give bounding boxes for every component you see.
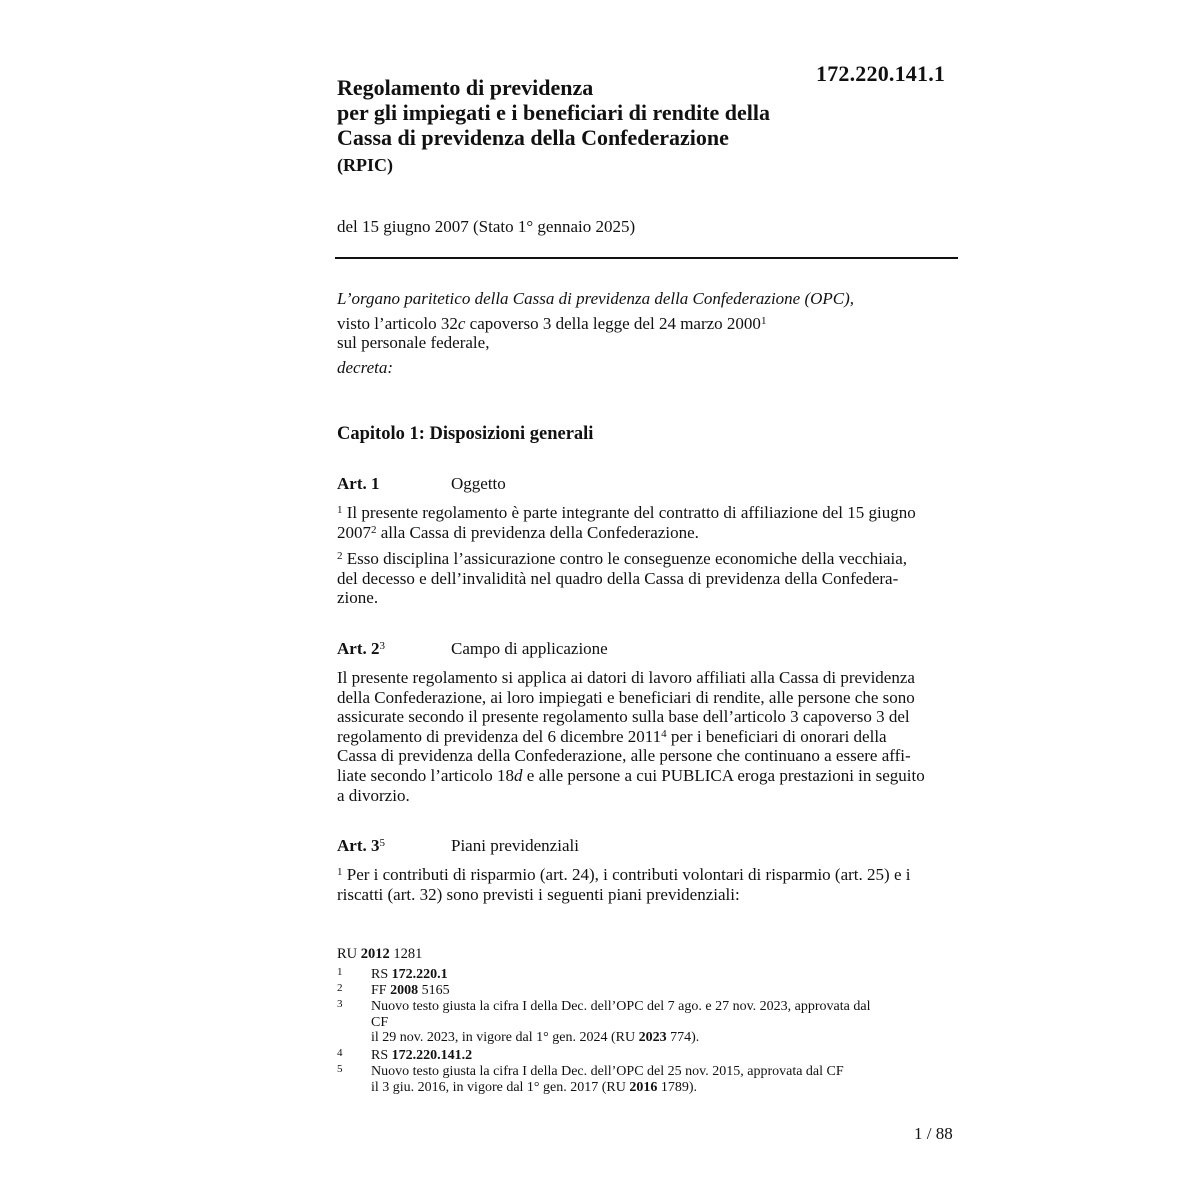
paragraph-text: 2007 xyxy=(337,522,371,542)
footnote-line: CF xyxy=(371,1014,389,1030)
paragraph-line xyxy=(337,727,954,747)
document-abbreviation: (RPIC) xyxy=(337,155,393,175)
title-line: Regolamento di previdenza xyxy=(337,75,594,100)
footnote-ref[interactable]: 4 xyxy=(661,727,667,740)
paragraph-text: liate secondo l’articolo 18 xyxy=(337,765,515,785)
paragraph-text: Per i contributi di risparmio (art. 24), i contributi volontari di risparmio (art. 25) e i xyxy=(342,865,911,884)
footnote-bold: 2008 xyxy=(390,983,419,998)
paragraph-text: regolamento di previdenza del 6 dicembre 2011 xyxy=(337,726,662,746)
paragraph-mark: 1 xyxy=(337,504,343,516)
footnote-text xyxy=(371,1064,956,1095)
article-paragraph xyxy=(337,865,954,904)
document-title xyxy=(337,75,937,150)
article-paragraph xyxy=(337,503,954,542)
footnote-line xyxy=(371,1030,956,1046)
paragraph-line: riscatti (art. 32) sono previsti i seguenti piani previdenziali: xyxy=(337,884,740,904)
paragraph-line: Il presente regolamento si applica ai datori di lavoro affiliati alla Cassa di previdenza xyxy=(337,668,915,687)
title-line: Cassa di previdenza della Confederazione xyxy=(337,125,729,150)
footnote-bold: 172.220.141.2 xyxy=(391,1048,473,1063)
paragraph-mark: 2 xyxy=(337,550,343,562)
article-paragraph xyxy=(337,668,954,805)
article-title: Piani previdenziali xyxy=(451,836,579,855)
page-number: 1 / 88 xyxy=(914,1124,953,1143)
chapter-heading: Capitolo 1: Disposizioni generali xyxy=(337,424,594,444)
rs-number: 172.220.141.1 xyxy=(816,61,946,86)
paragraph-line: zione. xyxy=(337,588,379,608)
paragraph-text: Il presente regolamento è parte integrante del contratto di affiliazione del 15 giugno xyxy=(342,503,916,522)
preamble-visto-text: visto l’articolo 32 xyxy=(337,313,458,333)
footnote-number: 2 xyxy=(337,982,343,994)
footnote-text-part: FF xyxy=(371,983,391,998)
title-line: per gli impiegati e i beneficiari di rendite della xyxy=(337,100,771,125)
article-number: Art. 3 xyxy=(337,836,380,855)
footnote-ref[interactable]: 2 xyxy=(371,523,377,536)
article-number: Art. 2 xyxy=(337,639,380,658)
paragraph-line xyxy=(337,503,954,523)
footnote-bold: 2023 xyxy=(638,1030,667,1045)
article-heading xyxy=(337,639,385,659)
paragraph-line: assicurate secondo il presente regolamento sulla base dell’articolo 3 capoverso 3 del xyxy=(337,707,910,727)
paragraph-line: del decesso e dell’invalidità nel quadro della Cassa di previdenza della Confedera- xyxy=(337,568,899,588)
footnote-line: Nuovo testo giusta la cifra I della Dec. dell’OPC del 7 ago. e 27 nov. 2023, approvata dal xyxy=(371,999,871,1014)
footnote-text-part: 774). xyxy=(666,1030,700,1045)
footnote-ru xyxy=(337,946,422,963)
footnote-text-part: il 3 giu. 2016, in vigore dal 1° gen. 2017 (RU xyxy=(371,1079,630,1095)
preamble xyxy=(337,289,957,377)
footnote-number: 5 xyxy=(337,1063,343,1075)
footnote-bold: 2012 xyxy=(360,946,390,962)
footnote-ref[interactable]: 3 xyxy=(379,640,385,652)
preamble-decreta: decreta: xyxy=(337,357,394,377)
preamble-visto-letter: c xyxy=(457,313,466,333)
footnote-text xyxy=(371,983,956,999)
article-heading xyxy=(337,474,379,494)
article-paragraph xyxy=(337,549,954,608)
footnote-text: 1281 xyxy=(389,946,423,962)
footnote-ref[interactable]: 5 xyxy=(379,837,385,849)
preamble-visto-line2: sul personale federale, xyxy=(337,333,490,352)
paragraph-line xyxy=(337,523,954,543)
document-date: del 15 giugno 2007 (Stato 1° gennaio 2025) xyxy=(337,217,636,236)
article-heading xyxy=(337,836,385,856)
footnote-text xyxy=(371,1048,956,1064)
paragraph-line: a divorzio. xyxy=(337,785,410,805)
preamble-visto-text: capoverso 3 della legge del 24 marzo 2000 xyxy=(465,313,761,333)
footnote-number: 3 xyxy=(337,998,343,1010)
paragraph-text: alla Cassa di previdenza della Confederazione. xyxy=(376,522,699,542)
footnote-ref[interactable]: 1 xyxy=(760,314,767,327)
article-title: Oggetto xyxy=(451,474,506,493)
footnote-bold: 2016 xyxy=(629,1079,658,1095)
paragraph-line: Cassa di previdenza della Confederazione, alle persone che continuano a essere affi- xyxy=(337,746,911,766)
article-title: Campo di applicazione xyxy=(451,639,608,658)
paragraph-text: e alle persone a cui PUBLICA eroga prestazioni in seguito xyxy=(522,765,925,785)
footnote-bold: 172.220.1 xyxy=(391,967,448,982)
footnote-text: RU xyxy=(337,946,361,962)
paragraph-line xyxy=(337,766,954,786)
footnote-text-part: 1789). xyxy=(657,1079,698,1095)
article-number: Art. 1 xyxy=(337,474,380,493)
preamble-organ: L’organo paritetico della Cassa di previdenza della Confederazione (OPC), xyxy=(337,289,855,308)
footnote-text-part: RS xyxy=(371,967,392,982)
footnote-number: 1 xyxy=(337,966,343,978)
paragraph-mark: 1 xyxy=(337,866,343,878)
footnote-line: Nuovo testo giusta la cifra I della Dec. dell’OPC del 25 nov. 2015, approvata dal CF xyxy=(371,1064,844,1079)
paragraph-line xyxy=(337,865,954,885)
paragraph-text-italic: d xyxy=(514,765,523,785)
paragraph-text: Esso disciplina l’assicurazione contro le conseguenze economiche della vecchiaia, xyxy=(342,549,908,568)
preamble-visto xyxy=(337,314,957,334)
footnote-text xyxy=(371,999,956,1046)
header-divider xyxy=(335,257,958,259)
footnote-text xyxy=(371,967,956,983)
paragraph-line: della Confederazione, ai loro impiegati e beneficiari di rendite, alle persone che sono xyxy=(337,687,915,707)
footnote-text-part: 5165 xyxy=(418,983,450,998)
footnote-line xyxy=(371,1080,956,1096)
footnote-text-part: il 29 nov. 2023, in vigore dal 1° gen. 2024 (RU xyxy=(371,1030,639,1045)
paragraph-text: per i beneficiari di onorari della xyxy=(666,726,887,746)
paragraph-line xyxy=(337,549,954,569)
footnote-number: 4 xyxy=(337,1047,343,1059)
footnote-text-part: RS xyxy=(371,1048,392,1063)
